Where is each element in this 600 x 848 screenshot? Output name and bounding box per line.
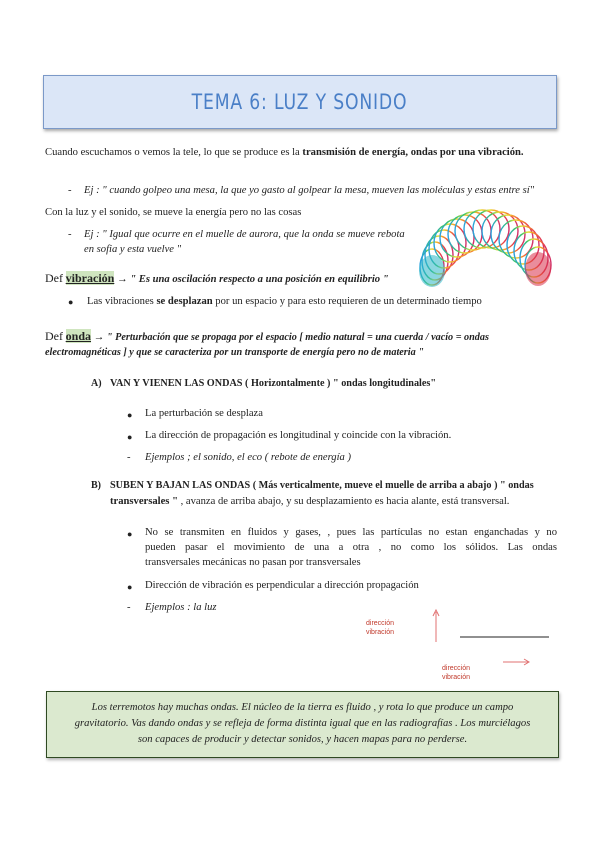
bullet-dot: ● [127,410,133,420]
example2-line2: en sofia y esta vuelve " [84,244,182,255]
diagram-label-1 [366,619,394,637]
bullet-dot: ● [127,529,133,539]
section-b-example: Ejemplos : la luz [145,602,217,613]
section-a-label: A) [91,378,102,389]
section-b-heading-line1: SUBEN Y BAJAN LAS ONDAS ( Más verticalmente, mueve el muelle de arriba a abajo ) " ondas [110,480,534,491]
section-b-heading-rest: , avanza de arriba abajo, y su desplazamiento es hacia alante, está transversal. [177,496,510,507]
section-a-bullet-2: La dirección de propagación es longitudinal y coincide con la vibración. [145,430,452,441]
def-vibracion-line [45,271,389,287]
arrow-2: → [93,332,105,343]
bullet-dot: ● [68,297,74,307]
def-label: Def [45,329,63,343]
section-b-bullet-1-line2: pueden pasar el movimiento de una a otra , no como los sólidos. Las ondas [145,542,557,553]
note-line-1: Los terremotos hay muchas ondas. El núcleo de la tierra es fluido , y rota lo que produce un campo [91,702,514,713]
section-a-example: Ejemplos ; el sonido, el eco ( rebote de energía ) [145,452,352,463]
section-b-heading-bold: transversales " [110,496,178,507]
diagram-label-2-line2: vibración [442,674,471,681]
arrow-1: → [116,274,128,285]
section-b-bullet-1 [145,525,557,570]
def-onda-line1 [45,329,557,345]
diagram-label-1-line1: dirección [366,620,395,627]
light-sound-text: Con la luz y el sonido, se mueve la energía pero no las cosas [45,207,302,218]
note-box [46,691,559,758]
section-a-dash: - [127,452,131,463]
vibration-bullet-after: por un espacio y para esto requieren de un determinado tiempo [212,296,482,307]
title-box [43,75,557,129]
example2-dash: - [68,229,72,240]
intro-paragraph [45,145,557,160]
section-b-bullet-2: Dirección de vibración es perpendicular a dirección propagación [145,580,419,591]
section-a-heading: VAN Y VIENEN LAS ONDAS ( Horizontalmente ) " ondas longitudinales" [110,378,437,389]
page-title: TEMA 6: LUZ Y SONIDO [192,90,408,114]
bullet-dot: ● [127,432,133,442]
onda-definition-line1: " Perturbación que se propaga por el espacio [ medio natural = una cuerda / vacío = ondas [106,332,489,343]
vibracion-term: vibración [65,271,115,285]
example1-dash: - [68,185,72,196]
intro-prefix: Cuando escuchamos o vemos la tele, lo que se produce es la [45,147,303,158]
section-b-label: B) [91,480,101,491]
diagram-label-2-line1: dirección [442,665,471,672]
vibration-bullet-bold: se desplazan [156,296,213,307]
section-b-dash: - [127,602,131,613]
vibracion-definition: " Es una oscilación respecto a una posición en equilibrio " [130,274,389,285]
vibration-bullet [87,294,482,309]
onda-term: onda [65,329,92,343]
slinky-image [410,205,560,293]
section-a-bullet-1: La perturbación se desplaza [145,408,263,419]
onda-definition-line2: electromagnéticas ] y que se caracteriza por un transporte de energía pero no de materia " [45,347,424,358]
bullet-dot: ● [127,582,133,592]
note-line-3: son capaces de producir y detectar sonidos, y hacen mapas para no perderse. [137,734,468,745]
note-text [55,700,550,748]
section-b-bullet-1-line3: transversales mecánicas no pasan por transversales [145,557,361,568]
diagram-label-1-line2: vibración [366,629,395,636]
example2-line1: Ej : " Igual que ocurre en el muelle de aurora, que la onda se mueve rebota [84,229,405,240]
example1-text: Ej : " cuando golpeo una mesa, la que yo gasto al golpear la mesa, mueven las moléculas y estas entre sí" [84,185,535,196]
vibration-bullet-before: Las vibraciones [87,296,157,307]
def-label: Def [45,271,63,285]
note-line-2: gravitatorio. Vas dando ondas y se refleja de forma distinta igual que en las radiografías . Los murciélagos [74,718,531,729]
intro-bold: transmisión de energía, ondas por una vibración. [302,147,524,158]
diagram-label-2 [442,664,470,682]
section-b-heading-line2 [110,494,509,509]
section-b-bullet-1-line1: No se transmiten en fluidos y gases, , pues las partículas no estan enganchadas y no [145,527,557,538]
